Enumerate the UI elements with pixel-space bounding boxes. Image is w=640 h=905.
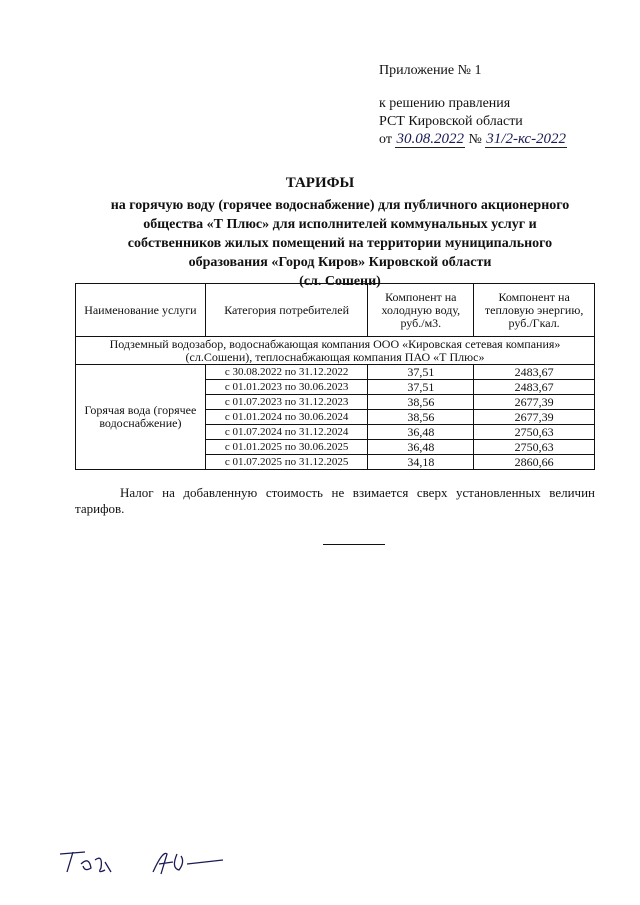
thermal-value: 2750,63 — [474, 440, 595, 455]
decision-number: 31/2-кс-2022 — [486, 131, 567, 147]
subtitle-line: собственников жилых помещений на территории муниципального — [127, 236, 553, 251]
cold-water-value: 37,51 — [368, 380, 474, 395]
cold-water-value: 37,51 — [368, 365, 474, 380]
end-divider — [323, 544, 385, 545]
period-cell: с 01.01.2025 по 30.06.2025 — [205, 440, 368, 455]
supplier-info: Подземный водозабор, водоснабжающая компания ООО «Кировская сетевая компания» (сл.Сошени), теплоснабжающая компания ПАО «Т Плюс» — [76, 337, 595, 365]
handwritten-signature — [55, 842, 255, 882]
subtitle-line: на горячую воду (горячее водоснабжение) для публичного акционерного — [110, 198, 570, 213]
thermal-value: 2750,63 — [474, 425, 595, 440]
cold-water-value: 38,56 — [368, 395, 474, 410]
period-cell: с 01.01.2024 по 30.06.2024 — [205, 410, 368, 425]
table-row — [76, 365, 595, 380]
appendix-date-line — [379, 130, 567, 149]
appendix-decision-line: к решению правления — [379, 96, 511, 111]
appendix-label: Приложение № 1 — [379, 63, 482, 78]
period-cell: с 30.08.2022 по 31.12.2022 — [205, 365, 368, 380]
period-cell: с 01.01.2023 по 30.06.2023 — [205, 380, 368, 395]
document-title: ТАРИФЫ — [285, 175, 355, 191]
thermal-value: 2483,67 — [474, 365, 595, 380]
period-cell: с 01.07.2025 по 31.12.2025 — [205, 455, 368, 470]
service-name: Горячая вода (горячее водоснабжение) — [76, 365, 206, 470]
number-prefix: № — [468, 132, 482, 147]
cold-water-value: 36,48 — [368, 440, 474, 455]
header-cold-water: Компонент на холодную воду, руб./м3. — [368, 284, 474, 337]
document-subtitle — [60, 196, 620, 291]
thermal-value: 2677,39 — [474, 410, 595, 425]
thermal-value: 2860,66 — [474, 455, 595, 470]
header-service: Наименование услуги — [76, 284, 206, 337]
cold-water-value: 34,18 — [368, 455, 474, 470]
table-header-row — [76, 284, 595, 337]
period-cell: с 01.07.2023 по 31.12.2023 — [205, 395, 368, 410]
appendix-authority-line: РСТ Кировской области — [379, 114, 523, 129]
subtitle-line: (сл. Сошени) — [299, 274, 381, 289]
tariff-table — [75, 283, 595, 470]
cold-water-value: 38,56 — [368, 410, 474, 425]
thermal-value: 2483,67 — [474, 380, 595, 395]
from-prefix: от — [379, 132, 392, 147]
decision-date: 30.08.2022 — [396, 131, 464, 147]
header-category: Категория потребителей — [205, 284, 368, 337]
supplier-row — [76, 337, 595, 365]
thermal-value: 2677,39 — [474, 395, 595, 410]
subtitle-line: общества «Т Плюс» для исполнителей коммунальных услуг и — [143, 217, 537, 232]
vat-note: Налог на добавленную стоимость не взимается сверх установленных величин тарифов. — [75, 485, 595, 516]
period-cell: с 01.07.2024 по 31.12.2024 — [205, 425, 368, 440]
header-thermal: Компонент на тепловую энергию, руб./Гкал. — [474, 284, 595, 337]
cold-water-value: 36,48 — [368, 425, 474, 440]
subtitle-line: образования «Город Киров» Кировской области — [188, 255, 492, 270]
